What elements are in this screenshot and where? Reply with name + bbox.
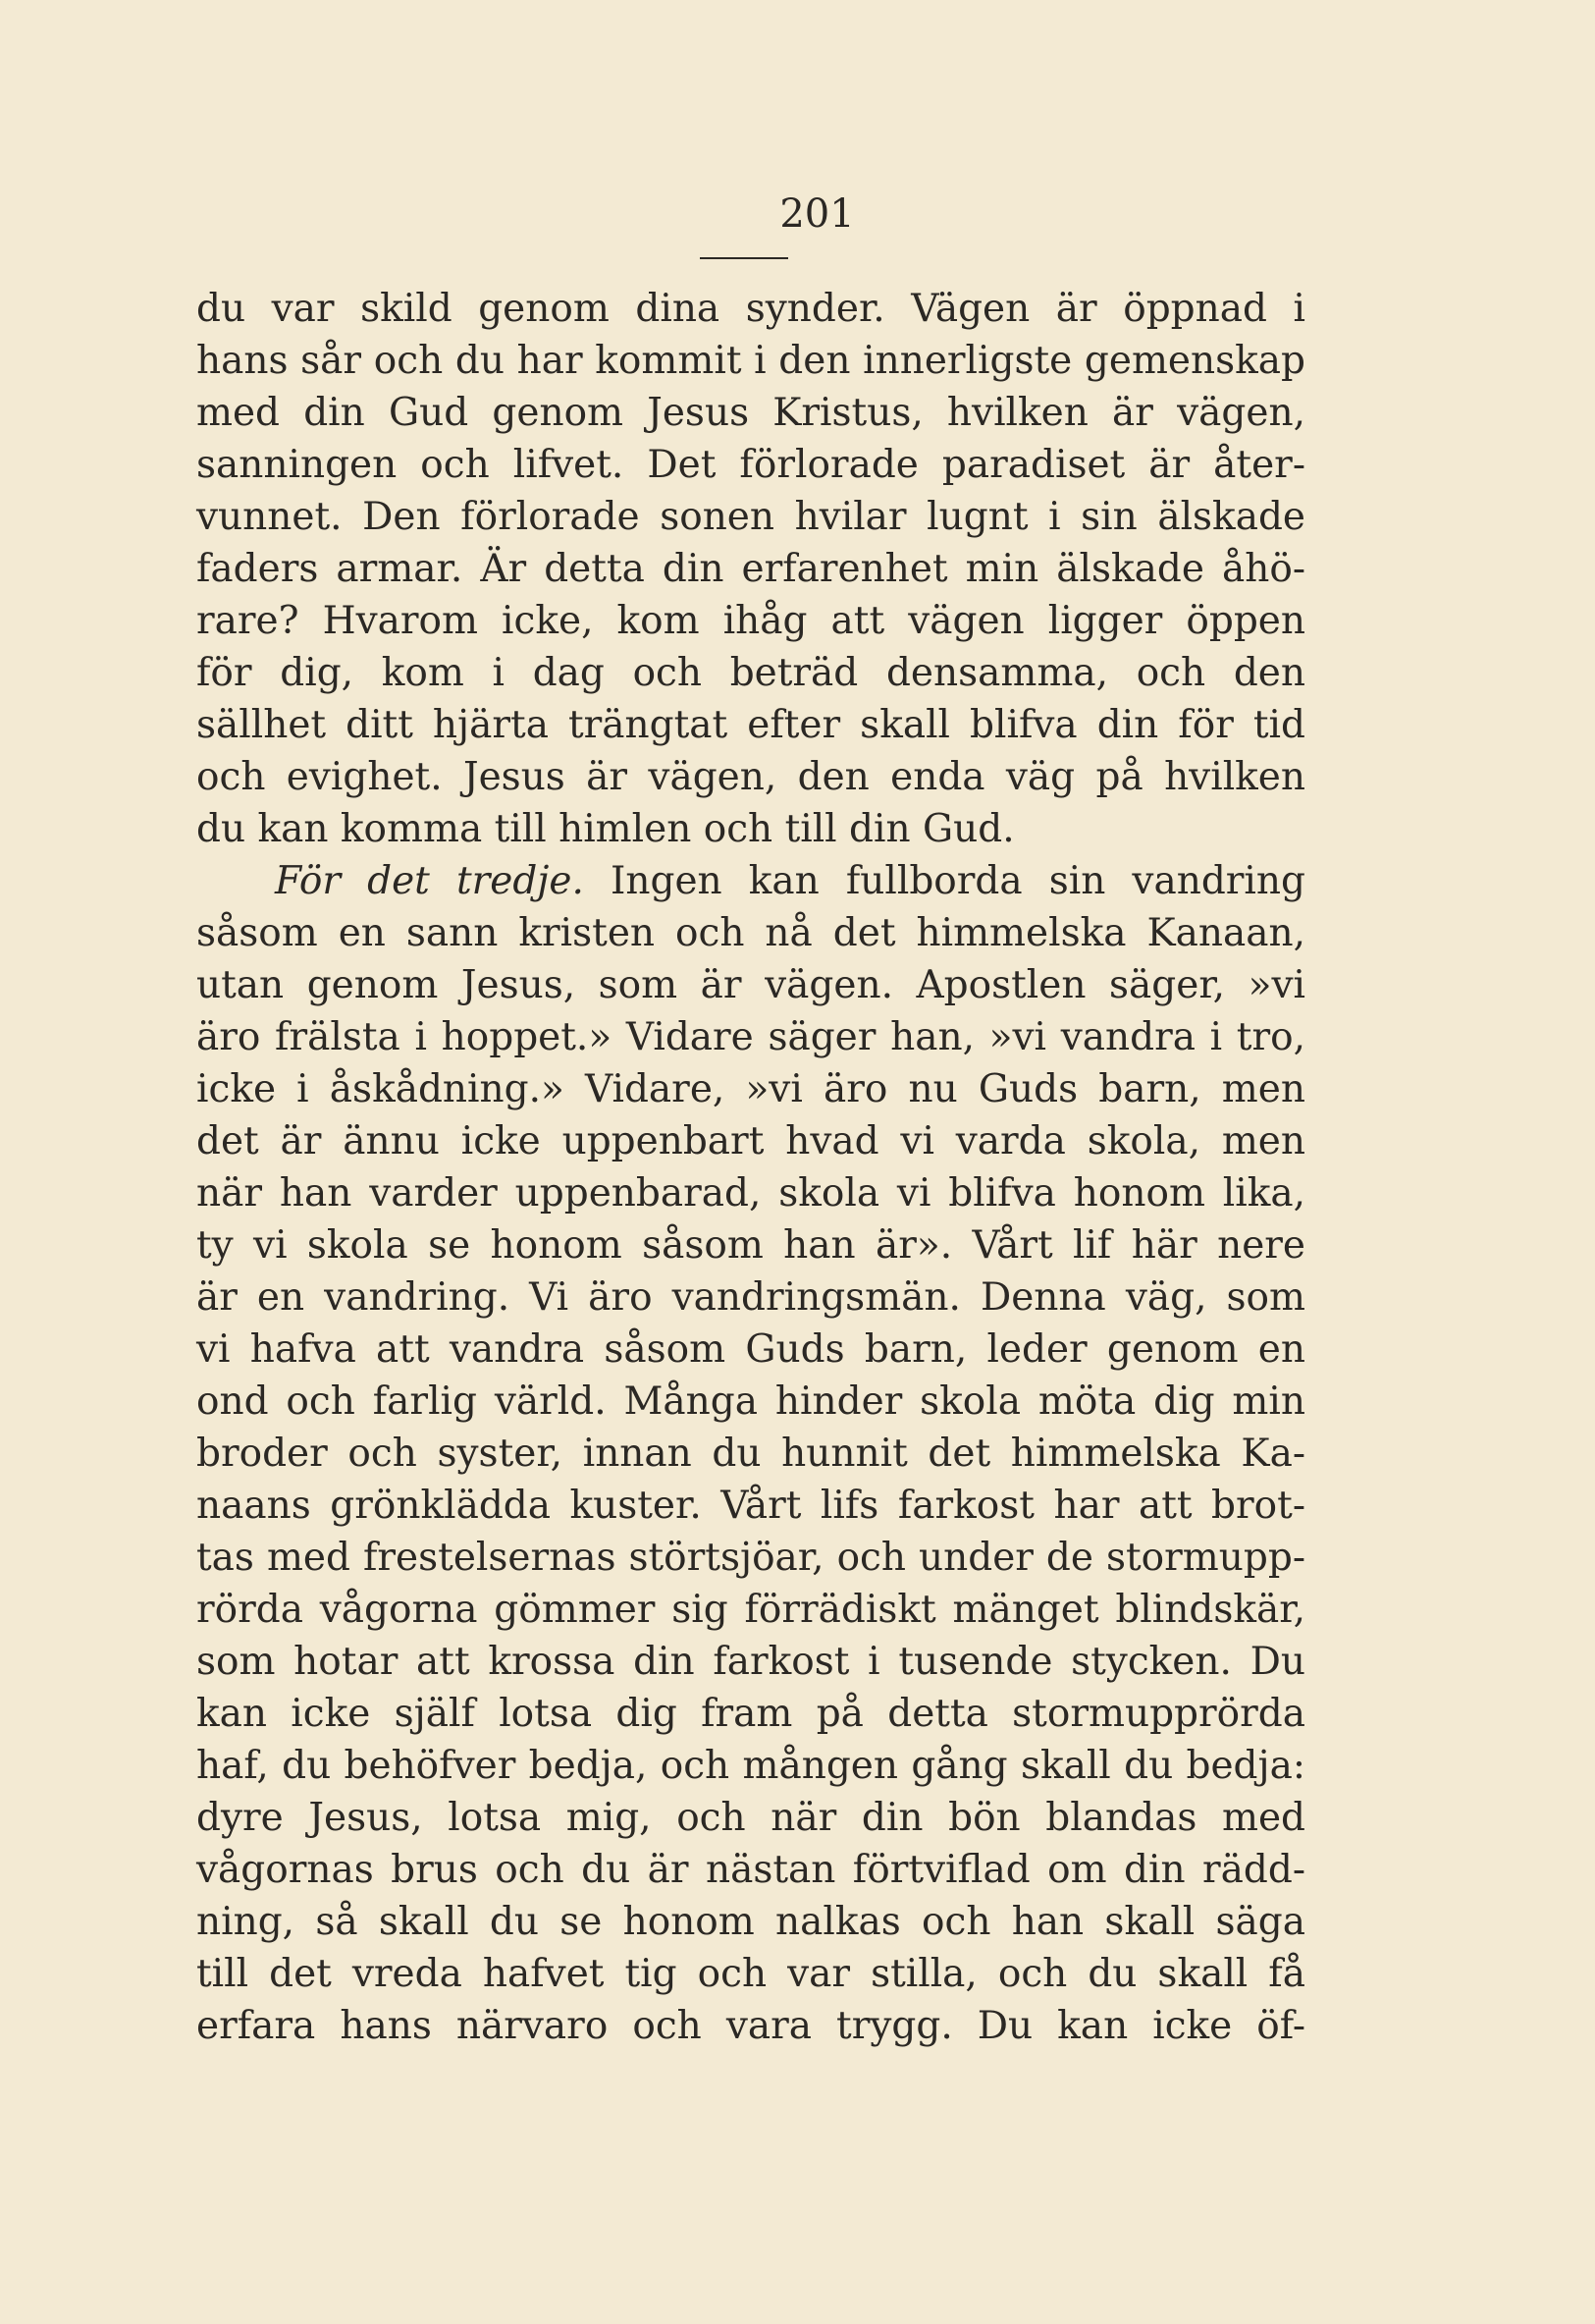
- text-line: haf, du behöfver bedja, och mången gång skall du bedja:: [196, 1744, 1305, 1788]
- text-line: äro frälsta i hoppet.» Vidare säger han, »vi vandra i tro,: [196, 1015, 1305, 1059]
- text-line: naans grönklädda kuster. Vårt lifs farkost har att brot-: [196, 1484, 1305, 1528]
- text-line: vi hafva att vandra såsom Guds barn, leder genom en: [196, 1327, 1305, 1372]
- text-line: är en vandring. Vi äro vandringsmän. Denna väg, som: [196, 1275, 1305, 1320]
- body-text: [196, 283, 1305, 2052]
- text-line: när han varder uppenbarad, skola vi blifva honom lika,: [196, 1171, 1305, 1216]
- text-line: och evighet. Jesus är vägen, den enda väg på hvilken: [196, 755, 1305, 799]
- text-line: ning, så skall du se honom nalkas och han skall säga: [196, 1900, 1305, 1944]
- text-line: med din Gud genom Jesus Kristus, hvilken är vägen,: [196, 391, 1305, 435]
- text-line: ty vi skola se honom såsom han är». Vårt lif här nere: [196, 1223, 1305, 1268]
- text-line: hans sår och du har kommit i den innerligste gemenskap: [196, 339, 1305, 383]
- page-number: 201: [779, 191, 855, 237]
- text-line: ond och farlig värld. Många hinder skola möta dig min: [196, 1379, 1305, 1424]
- text-line: du var skild genom dina synder. Vägen är öppnad i: [196, 287, 1305, 331]
- text-line: till det vreda hafvet tig och var stilla, och du skall få: [196, 1952, 1305, 1996]
- text-line: sanningen och lifvet. Det förlorade paradiset är åter-: [196, 443, 1305, 487]
- page-number-rule: [700, 257, 788, 259]
- text-line: vågornas brus och du är nästan förtviflad om din rädd-: [196, 1848, 1305, 1892]
- italic-heading: För det tredje.: [275, 859, 584, 903]
- text-line: icke i åskådning.» Vidare, »vi äro nu Guds barn, men: [196, 1067, 1305, 1111]
- text-line-rest: Ingen kan fullborda sin vandring: [610, 859, 1305, 903]
- text-line: du kan komma till himlen och till din Gud.: [196, 807, 1015, 851]
- text-line: broder och syster, innan du hunnit det himmelska Ka-: [196, 1432, 1305, 1476]
- text-line: utan genom Jesus, som är vägen. Apostlen säger, »vi: [196, 963, 1305, 1007]
- text-line: det är ännu icke uppenbart hvad vi varda skola, men: [196, 1119, 1305, 1163]
- text-line: tas med frestelsernas störtsjöar, och under de stormupp-: [196, 1536, 1305, 1580]
- paragraph-start-line: [196, 855, 1305, 907]
- text-line: sällhet ditt hjärta trängtat efter skall blifva din för tid: [196, 703, 1305, 747]
- text-line: rare? Hvarom icke, kom ihåg att vägen ligger öppen: [196, 599, 1305, 643]
- text-line: för dig, kom i dag och beträd densamma, och den: [196, 651, 1305, 695]
- text-line: vunnet. Den förlorade sonen hvilar lugnt i sin älskade: [196, 495, 1305, 539]
- text-line: faders armar. Är detta din erfarenhet min älskade åhö-: [196, 547, 1305, 591]
- text-line: såsom en sann kristen och nå det himmelska Kanaan,: [196, 911, 1305, 955]
- text-line: som hotar att krossa din farkost i tusende stycken. Du: [196, 1640, 1305, 1684]
- text-line: dyre Jesus, lotsa mig, och när din bön blandas med: [196, 1796, 1305, 1840]
- text-line: rörda vågorna gömmer sig förrädiskt mänget blindskär,: [196, 1588, 1305, 1632]
- text-line: kan icke själf lotsa dig fram på detta stormupprörda: [196, 1692, 1305, 1736]
- text-line: erfara hans närvaro och vara trygg. Du kan icke öf-: [196, 2004, 1305, 2048]
